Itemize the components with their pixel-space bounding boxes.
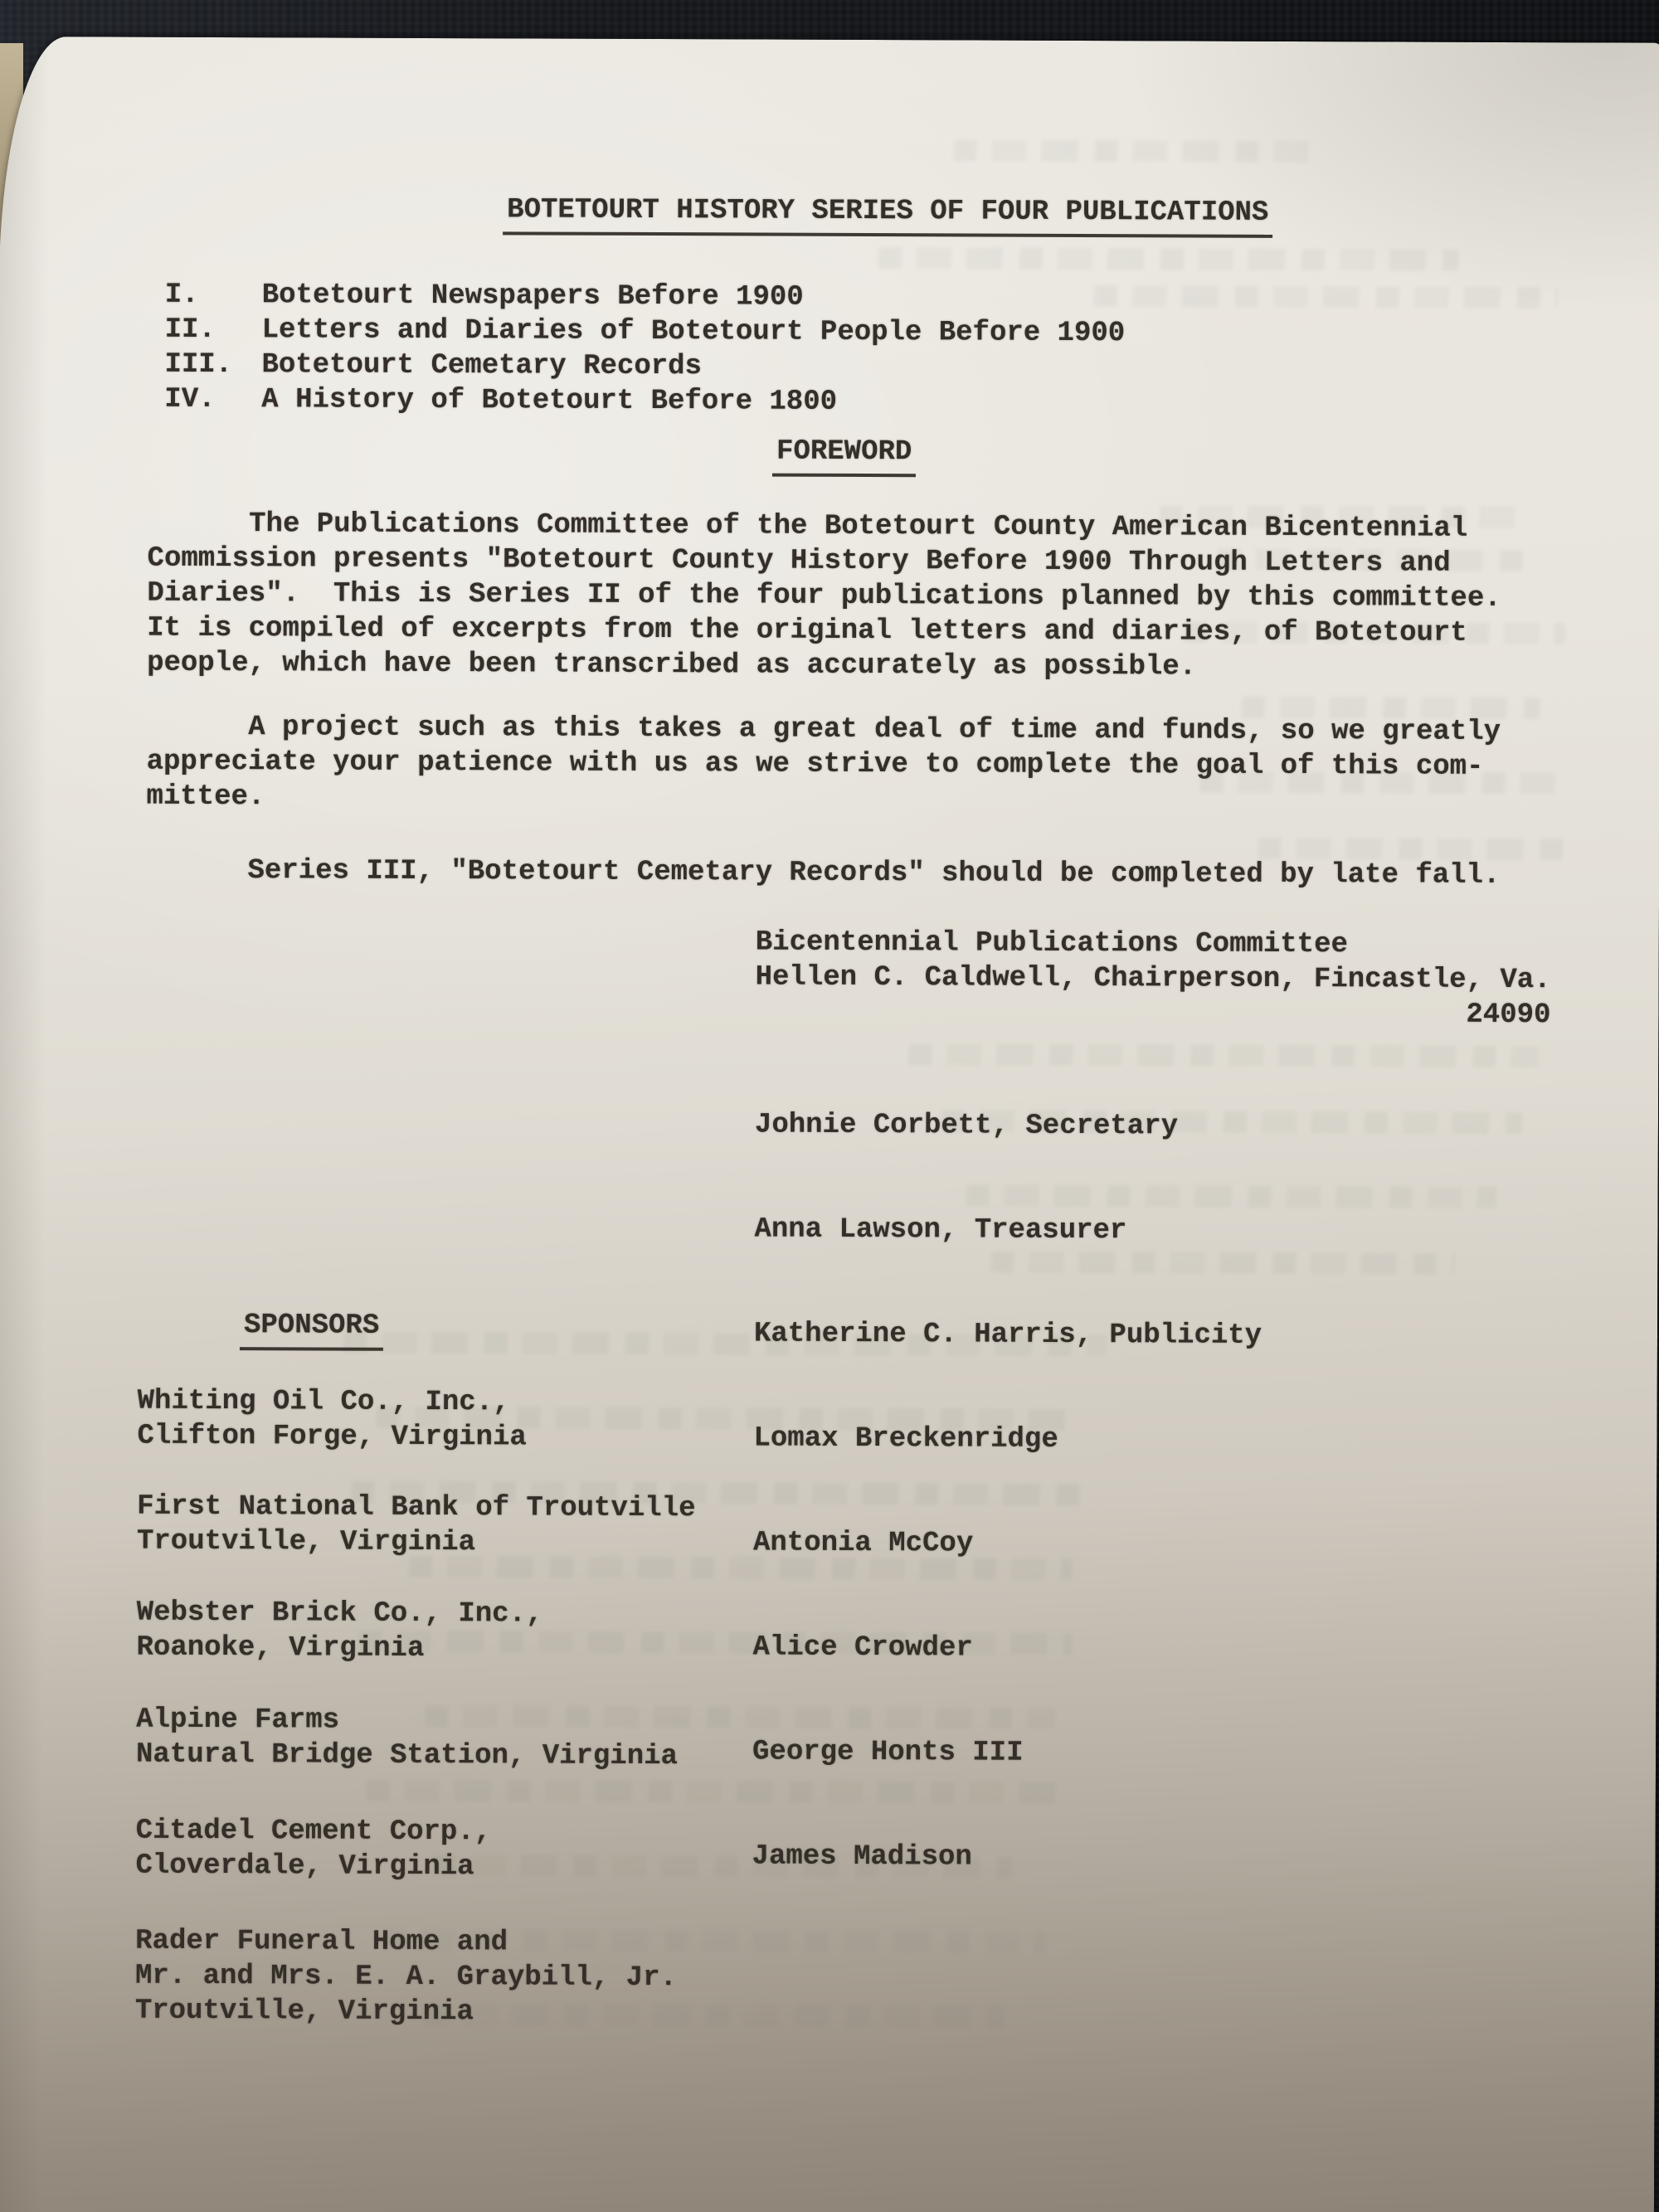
sponsors-heading: SPONSORS [240,1308,383,1351]
sponsor-entry-1: Whiting Oil Co., Inc., Clifton Forge, Virginia [137,1385,527,1454]
publication-title: Letters and Diaries of Botetourt People Before 1900 [261,314,1126,350]
committee-member: Antonia McCoy [752,1527,974,1560]
publication-numeral: III. [164,348,233,382]
sponsor-entry-5: Citadel Cement Corp., Cloverdale, Virginia [135,1815,492,1884]
committee-member: Alice Crowder [752,1631,973,1665]
series-title: BOTETOURT HISTORY SERIES OF FOUR PUBLICATIONS [503,192,1272,238]
committee-member: James Madison [752,1840,972,1874]
page-content [0,36,1659,2212]
sponsor-entry-3: Webster Brick Co., Inc., Roanoke, Virginia [136,1597,543,1665]
publication-title: A History of Botetourt Before 1800 [261,384,838,418]
committee-member: Johnie Corbett, Secretary [754,1109,1179,1143]
publication-title: Botetourt Cemetary Records [261,349,703,383]
committee-header: Bicentennial Publications Committee Hellen C. Caldwell, Chairperson, Fincastle, Va. 24090 [755,926,1551,1032]
publication-numeral: I. [164,279,199,311]
committee-members [752,1038,1262,1946]
publication-numeral: II. [164,314,216,347]
publication-title: Botetourt Newspapers Before 1900 [261,280,804,314]
sponsor-entry-4: Alpine Farms Natural Bridge Station, Virginia [135,1704,679,1773]
committee-member: George Honts III [752,1736,1024,1769]
sponsor-entry-2: First National Bank of Troutville Troutville, Virginia [136,1490,696,1559]
foreword-paragraph-2: A project such as this takes a great deal of time and funds, so we greatly appreciate your patience with us as we strive to complete the goal of this com- mittee. [146,711,1501,814]
scanned-page [0,36,1659,2212]
committee-member: Katherine C. Harris, Publicity [753,1318,1262,1352]
committee-member: Anna Lawson, Treasurer [754,1213,1127,1247]
foreword-paragraph-1: The Publications Committee of the Botetourt County American Bicentennial Commission presents "Botetourt County History Before 1900 Through Letters and Diaries". This is Series II of the four publications planned by this committee. It is compiled of excerpts from the original letters and diaries, of Botetourt people, which have been transcribed as accurately as possible. [147,508,1501,683]
committee-member: Lomax Breckenridge [753,1422,1058,1456]
sponsor-entry-6: Rader Funeral Home and Mr. and Mrs. E. A. Graybill, Jr. Troutville, Virginia [134,1925,677,2029]
foreword-paragraph-3: Series III, "Botetourt Cemetary Records" should be completed by late fall. [146,854,1501,892]
foreword-heading: FOREWORD [772,435,916,478]
publication-numeral: IV. [164,383,216,416]
